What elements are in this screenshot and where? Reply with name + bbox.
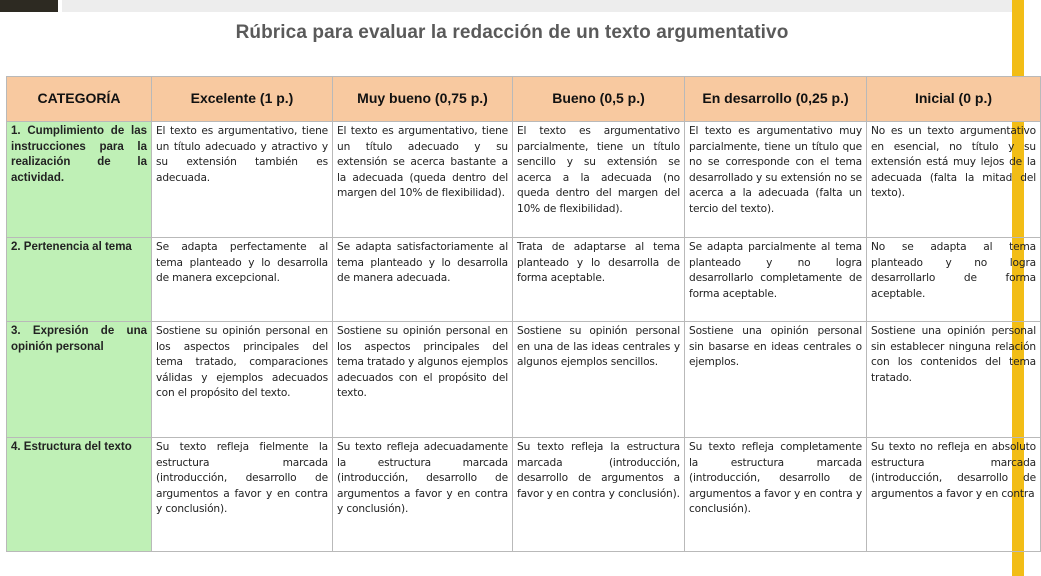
table-cell: Sostiene su opinión personal en los aspectos principales del tema tratado, comparaciones válidas y ejemplos adecuados con el propósito del texto. [152,322,333,438]
table-cell: Sostiene una opinión personal sin basarse en ideas centrales o ejemplos. [685,322,867,438]
table-cell: Su texto refleja completamente la estructura marcada (introducción, desarrollo de argumentos a favor y en contra y conclusión). [685,438,867,552]
table-row [7,238,1041,322]
category-cell: 1. Cumplimiento de las instrucciones para la realización de la actividad. [7,122,152,238]
table-cell: Sostiene una opinión personal sin establecer ninguna relación con los contenidos del tema tratado. [867,322,1041,438]
table-cell: El texto es argumentativo parcialmente, tiene un título sencillo y su extensión se acerca a la adecuada (no queda dentro del margen del 10% de flexibilidad). [513,122,685,238]
page-title: Rúbrica para evaluar la redacción de un texto argumentativo [235,22,789,43]
rubric-table [6,76,1041,552]
table-cell: Se adapta perfectamente al tema planteado y lo desarrolla de manera excepcional. [152,238,333,322]
table-row [7,122,1041,238]
table-cell: Su texto refleja fielmente la estructura marcada (introducción, desarrollo de argumentos a favor y en contra y conclusión). [152,438,333,552]
table-cell: Sostiene su opinión personal en una de las ideas centrales y algunos ejemplos sencillos. [513,322,685,438]
table-cell: Trata de adaptarse al tema planteado y lo desarrolla de forma aceptable. [513,238,685,322]
window-corner-block [0,0,58,12]
table-cell: Se adapta satisfactoriamente al tema planteado y lo desarrolla de manera adecuada. [333,238,513,322]
table-row [7,322,1041,438]
rubric-table-container [6,76,1036,576]
column-header-inicial: Inicial (0 p.) [867,77,1041,122]
column-header-muy-bueno: Muy bueno (0,75 p.) [333,77,513,122]
table-cell: Su texto refleja adecuadamente la estructura marcada (introducción, desarrollo de argumentos a favor y en contra y conclusión). [333,438,513,552]
header-row [7,77,1041,122]
table-cell: No se adapta al tema planteado y no logra desarrollarlo de forma aceptable. [867,238,1041,322]
table-cell: No es un texto argumentativo en esencial, no título y su extensión está muy lejos de la adecuada (falta la mitad del texto). [867,122,1041,238]
category-cell: 3. Expresión de una opinión personal [7,322,152,438]
table-cell: Sostiene su opinión personal en los aspectos principales del tema tratado y algunos ejemplos adecuados con el propósito del texto. [333,322,513,438]
top-bar [62,0,1012,12]
column-header-category: CATEGORÍA [7,77,152,122]
table-cell: El texto es argumentativo muy parcialmente, tiene un título que no se corresponde con el tema desarrollado y su extensión no se acerca a la adecuada (falta un tercio del texto). [685,122,867,238]
table-row [7,438,1041,552]
table-cell: Su texto no refleja en absoluto estructura marcada (introducción, desarrollo de argumentos a favor y en contra [867,438,1041,552]
category-cell: 4. Estructura del texto [7,438,152,552]
column-header-excelente: Excelente (1 p.) [152,77,333,122]
column-header-en-desarrollo: En desarrollo (0,25 p.) [685,77,867,122]
column-header-bueno: Bueno (0,5 p.) [513,77,685,122]
table-cell: El texto es argumentativo, tiene un título adecuado y su extensión se acerca bastante a la adecuada (queda dentro del margen del 10% de flexibilidad). [333,122,513,238]
table-cell: Se adapta parcialmente al tema planteado y no logra desarrollarlo completamente de forma aceptable. [685,238,867,322]
category-cell: 2. Pertenencia al tema [7,238,152,322]
table-cell: Su texto refleja la estructura marcada (introducción, desarrollo de argumentos a favor y en contra y conclusión). [513,438,685,552]
table-cell: El texto es argumentativo, tiene un título adecuado y atractivo y su extensión también es adecuada. [152,122,333,238]
